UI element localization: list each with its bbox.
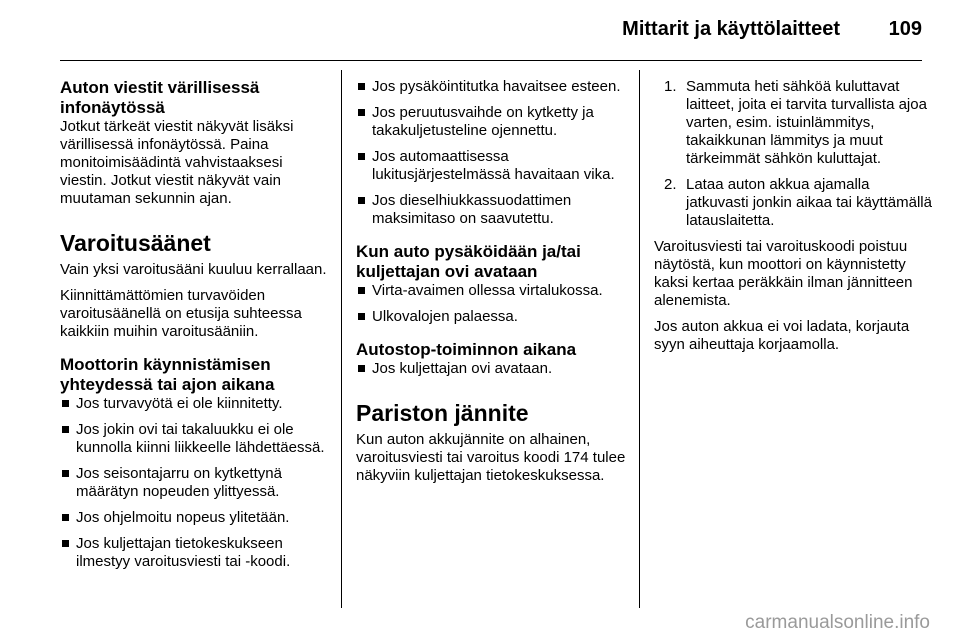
site-watermark: carmanualsonline.info — [745, 612, 930, 633]
section-heading-autostop: Autostop-toiminnon aikana — [356, 340, 577, 359]
page-number: 109 — [888, 18, 922, 40]
list-item: Jos jokin ovi tai takaluukku ei ole kunnolla kiinni liikkeelle lähdettäessä. — [60, 421, 330, 457]
workshop-paragraph: Jos auton akkua ei voi ladata, korjauta syyn aiheuttaja korjaamolla. — [654, 318, 910, 353]
bullet-square-icon — [62, 400, 69, 407]
bullet-square-icon — [358, 365, 365, 372]
bullet-square-icon — [358, 197, 365, 204]
column-1 — [60, 78, 330, 579]
list-item: Jos turvavyötä ei ole kiinnitetty. — [60, 395, 330, 413]
column-divider-1 — [341, 70, 342, 608]
section-heading-engine-start: Moottorin käynnistämisen yhteydessä tai ajon aikana — [60, 355, 275, 394]
bullet-square-icon — [62, 426, 69, 433]
list-item: Virta-avaimen ollessa virtalukossa. — [356, 282, 631, 300]
list-item: Jos pysäköintitutka havaitsee esteen. — [356, 78, 631, 96]
section-body-color-display: Jotkut tärkeät viestit näkyvät lisäksi värillisessä infonäytössä. Paina monitoimisäädintä vahvistaaksesi viestin. Jotkut viestit näkyvät vain muutaman sekunnin ajan. — [60, 118, 294, 207]
column-2 — [356, 78, 631, 493]
bullet-square-icon — [358, 313, 365, 320]
step-number: 1. — [664, 78, 677, 95]
step-text: Lataa auton akkua ajamalla jatkuvasti jonkin aikaa tai käyttämällä latauslaitetta. — [686, 176, 932, 229]
section-heading-parking: Kun auto pysäköidään ja/tai kuljettajan ovi avataan — [356, 242, 581, 281]
step-text: Sammuta heti sähköä kuluttavat laitteet, joita ei tarvita turvallista ajoa varten, esim. istuinlämmitys, takaikkunan lämmitys ja muut tärkeimmät sähkön kuluttajat. — [686, 78, 927, 167]
list-item: Jos dieselhiukkassuodattimen maksimitaso on saavutettu. — [356, 192, 631, 228]
bullet-square-icon — [358, 109, 365, 116]
section-heading-battery-voltage: Pariston jännite — [356, 400, 529, 426]
page-header — [60, 18, 922, 58]
bullet-square-icon — [62, 470, 69, 477]
warning-chimes-paragraph-2: Kiinnittämättömien turvavöiden varoitusäänellä on etusija suhteessa kaikkiin muihin varoitusääniin. — [60, 287, 302, 340]
list-item: Jos peruutusvaihde on kytketty ja takakuljetusteline ojennettu. — [356, 104, 631, 140]
bullet-square-icon — [358, 153, 365, 160]
list-item: Jos seisontajarru on kytkettynä määrätyn nopeuden ylittyessä. — [60, 465, 330, 501]
header-rule — [60, 60, 922, 61]
bullet-square-icon — [62, 514, 69, 521]
bullet-square-icon — [62, 540, 69, 547]
warning-clear-paragraph: Varoitusviesti tai varoituskoodi poistuu näytöstä, kun moottori on käynnistetty kaksi kertaa peräkkäin ilman jännitteen alenemista. — [654, 238, 913, 309]
bullet-square-icon — [358, 287, 365, 294]
column-3 — [654, 78, 932, 362]
list-item: Jos kuljettajan ovi avataan. — [356, 360, 631, 378]
section-heading-color-display: Auton viestit värillisessä infonäytössä — [60, 78, 260, 117]
numbered-step — [654, 78, 932, 168]
step-number: 2. — [664, 176, 677, 193]
section-heading-warning-chimes: Varoitusäänet — [60, 230, 211, 256]
list-item: Jos ohjelmoitu nopeus ylitetään. — [60, 509, 330, 527]
warning-chimes-paragraph-1: Vain yksi varoitusääni kuuluu kerrallaan. — [60, 261, 327, 278]
bullet-square-icon — [358, 83, 365, 90]
page-header-title: Mittarit ja käyttölaitteet — [622, 18, 840, 40]
column-divider-2 — [639, 70, 640, 608]
numbered-step — [654, 176, 932, 230]
list-item: Ulkovalojen palaessa. — [356, 308, 631, 326]
list-item: Jos automaattisessa lukitusjärjestelmässä havaitaan vika. — [356, 148, 631, 184]
battery-voltage-paragraph: Kun auton akkujännite on alhainen, varoitusviesti tai varoitus koodi 174 tulee näkyviin kuljettajan tietokeskuksessa. — [356, 431, 626, 484]
list-item: Jos kuljettajan tietokeskukseen ilmestyy varoitusviesti tai -koodi. — [60, 535, 330, 571]
